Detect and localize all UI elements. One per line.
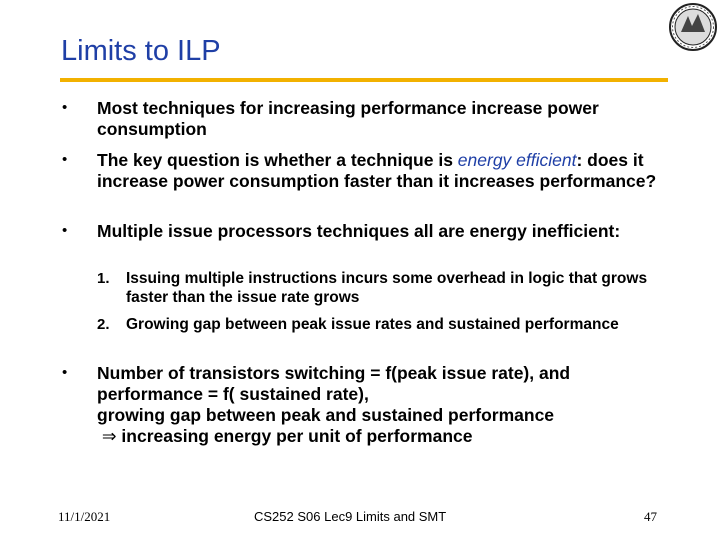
numbered-item-1: Issuing multiple instructions incurs some overhead in logic that grows faster than the issue rate grows xyxy=(126,270,648,306)
implies-arrow-icon: ⇒ xyxy=(101,427,117,447)
energy-efficient-emphasis: energy efficient xyxy=(457,150,577,170)
numbered-marker: 1. xyxy=(97,270,110,287)
title-underline xyxy=(60,78,668,82)
bullet-3: Multiple issue processors techniques all are energy inefficient: xyxy=(97,221,621,241)
bullet-4-line-4 xyxy=(97,426,687,448)
bullet-marker: • xyxy=(62,364,68,381)
bullet-2-pre: The key question is whether a technique is xyxy=(97,150,458,170)
numbered-marker: 2. xyxy=(97,316,110,333)
footer-date: 11/1/2021 xyxy=(58,509,111,524)
slide-title: Limits to ILP xyxy=(61,35,221,67)
footer-course: CS252 S06 Lec9 Limits and SMT xyxy=(254,509,447,524)
bullet-marker: • xyxy=(62,222,68,239)
bullet-4-line-3: growing gap between peak and sustained performance xyxy=(97,405,555,425)
bullet-4-line-4-text: increasing energy per unit of performance xyxy=(121,426,473,446)
bullet-marker: • xyxy=(62,151,68,168)
bullet-marker: • xyxy=(62,99,68,116)
university-seal-icon xyxy=(668,2,718,52)
bullet-4-line-2: performance = f( sustained rate), xyxy=(97,384,369,404)
bullet-4-line-1: Number of transistors switching = f(peak issue rate), and xyxy=(97,363,571,383)
footer-page-number: 47 xyxy=(644,509,657,524)
bullet-2-post: : does it increase power consumption faster than it increases performance? xyxy=(97,150,657,191)
bullet-2 xyxy=(97,150,687,192)
numbered-item-2: Growing gap between peak issue rates and sustained performance xyxy=(126,316,619,333)
bullet-4 xyxy=(97,363,687,448)
bullet-1: Most techniques for increasing performance increase power consumption xyxy=(97,98,599,139)
